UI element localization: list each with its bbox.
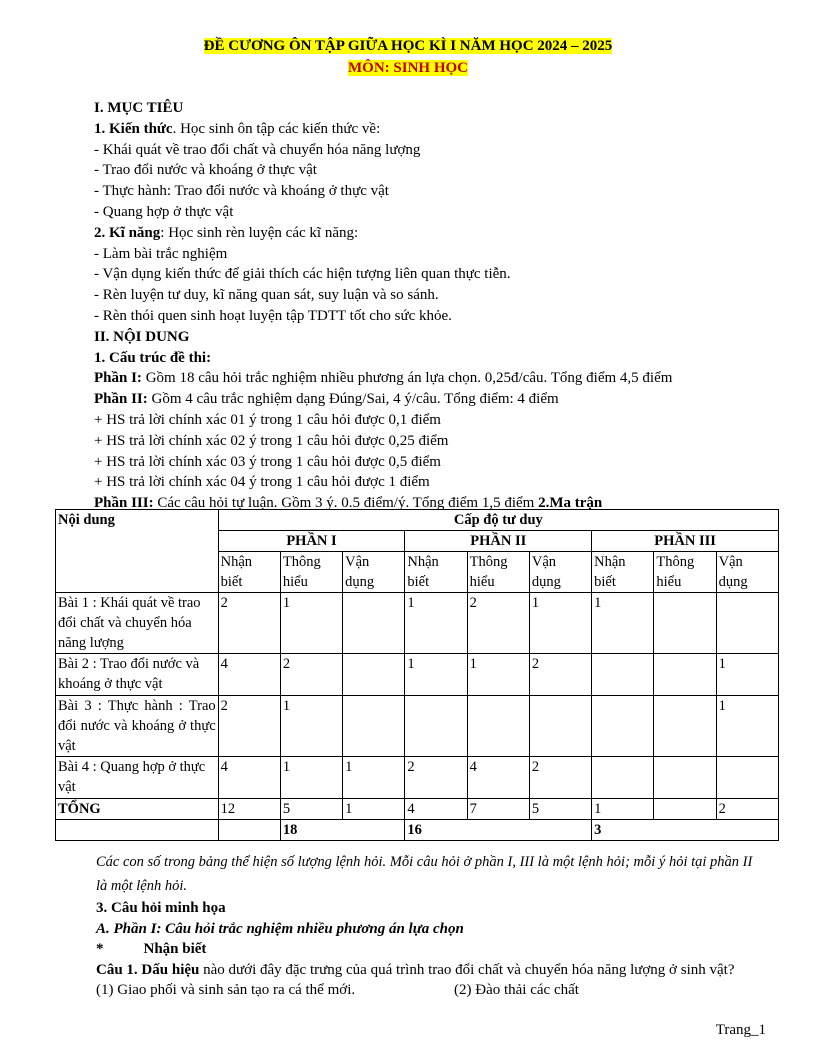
- table-row: Bài 3 : Thực hành : Trao đổi nước và khoáng ở thực vật 2 1 1: [56, 696, 779, 757]
- section-heading: II. NỘI DUNG: [94, 328, 190, 345]
- table-header: Thông hiểu: [654, 552, 716, 593]
- table-row-part-totals: 18 16 3: [56, 820, 779, 841]
- section-heading: 3. Câu hỏi minh họa: [96, 900, 226, 916]
- list-item: - Trao đổi nước và khoáng ở thực vật: [94, 162, 317, 179]
- table-header: PHẦN II: [405, 531, 592, 552]
- list-item: - Làm bài trắc nghiệm: [94, 245, 228, 262]
- list-item: - Rèn thói quen sinh hoạt luyện tập TDTT tốt cho sức khỏe.: [94, 307, 452, 324]
- list-item: - Rèn luyện tư duy, kĩ năng quan sát, suy luận và so sánh.: [94, 287, 439, 304]
- subject-title: MÔN: SINH HỌC: [348, 60, 468, 76]
- table-header: Thông hiểu: [280, 552, 342, 593]
- table-header: Vận dụng: [716, 552, 778, 593]
- table-header: Nhận biết: [405, 552, 467, 593]
- table-header: Vận dụng: [343, 552, 405, 593]
- table-header: Cấp độ tư duy: [218, 510, 778, 531]
- list-item: - Khái quát về trao đổi chất và chuyển hóa năng lượng: [94, 141, 421, 158]
- table-header: PHẦN I: [218, 531, 405, 552]
- sample-questions-section: 3. Câu hỏi minh họa A. Phần I: Câu hỏi trắc nghiệm nhiều phương án lựa chọn * Nhận biết Câu 1. Dấu hiệu nào dưới đây đặc trưng của quá trình trao đổi chất và chuyển hóa năng lượng ở sinh vật? (1) Giao phối và sinh sản tạo ra cá thể mới. (2) Đào thải các chất: [96, 900, 735, 999]
- list-item: - Thực hành: Trao đổi nước và khoáng ở thực vật: [94, 183, 389, 200]
- table-row: Bài 4 : Quang hợp ở thực vật 4 1 1 2 4 2: [56, 757, 779, 799]
- section-heading: I. MỤC TIÊU: [94, 100, 184, 116]
- table-header: Vận dụng: [529, 552, 591, 593]
- table-header: Thông hiểu: [467, 552, 529, 593]
- table-row: Bài 1 : Khái quát về trao đổi chất và chuyển hóa năng lượng 2 1 1 2 1 1: [56, 593, 779, 654]
- table-header: Nội dung: [56, 510, 219, 593]
- table-header: Nhận biết: [218, 552, 280, 593]
- table-header: Nhận biết: [592, 552, 654, 593]
- table-row-total: TỔNG 12 5 1 4 7 5 1 2: [56, 799, 779, 820]
- table-header: PHẦN III: [592, 531, 779, 552]
- objectives-section: I. MỤC TIÊU 1. Kiến thức. Học sinh ôn tập các kiến thức về: - Khái quát về trao đổi chất và chuyển hóa năng lượng - Trao đổi nước và khoáng ở thực vật - Thực hành: Trao đổi nước và khoáng ở thực vật - Quang hợp ở thực vật 2. Kĩ năng: Học sinh rèn luyện các kĩ năng: - Làm bài trắc nghiệm - Vận dụng kiến thức để giải thích các hiện tượng liên quan thực tiễn. - Rèn luyện tư duy, kĩ năng quan sát, suy luận và so sánh. - Rèn thói quen sinh hoạt luyện tập TDTT tốt cho sức khỏe. II. NỘI DUNG 1. Cấu trúc đề thi: Phần I: Gồm 18 câu hỏi trắc nghiệm nhiều phương án lựa chọn. 0,25đ/câu. Tổng điểm 4,5 điểm Phần II: Gồm 4 câu trắc nghiệm dạng Đúng/Sai, 4 ý/câu. Tổng điểm: 4 điểm + HS trả lời chính xác 01 ý trong 1 câu hỏi được 0,1 điểm + HS trả lời chính xác 02 ý trong 1 câu hỏi được 0,25 điểm + HS trả lời chính xác 03 ý trong 1 câu hỏi được 0,5 điểm + HS trả lời chính xác 04 ý trong 1 câu hỏi được 1 điểm Phần III: Các câu hỏi tự luận. Gồm 3 ý. 0.5 điểm/ý. Tổng điểm 1,5 điểm 2.Ma trận: [94, 98, 754, 514]
- table-row: Bài 2 : Trao đổi nước và khoáng ở thực vật 4 2 1 1 2 1: [56, 654, 779, 696]
- list-item: + HS trả lời chính xác 04 ý trong 1 câu hỏi được 1 điểm: [94, 474, 430, 491]
- list-item: + HS trả lời chính xác 01 ý trong 1 câu hỏi được 0,1 điểm: [94, 411, 441, 428]
- list-item: + HS trả lời chính xác 03 ý trong 1 câu hỏi được 0,5 điểm: [94, 453, 441, 470]
- list-item: + HS trả lời chính xác 02 ý trong 1 câu hỏi được 0,25 điểm: [94, 432, 449, 449]
- list-item: - Vận dụng kiến thức để giải thích các hiện tượng liên quan thực tiễn.: [94, 266, 511, 283]
- document-title: ĐỀ CƯƠNG ÔN TẬP GIỮA HỌC KÌ I NĂM HỌC 2024 – 2025: [203, 38, 613, 54]
- matrix-table: [55, 509, 779, 841]
- page-number: Trang_1: [715, 1022, 766, 1038]
- list-item: - Quang hợp ở thực vật: [94, 203, 234, 220]
- table-note: Các con số trong bảng thể hiện số lượng lệnh hỏi. Mỗi câu hỏi ở phần I, III là một lệnh hỏi; mỗi ý hỏi tại phần II là một lệnh hỏi.: [96, 854, 753, 894]
